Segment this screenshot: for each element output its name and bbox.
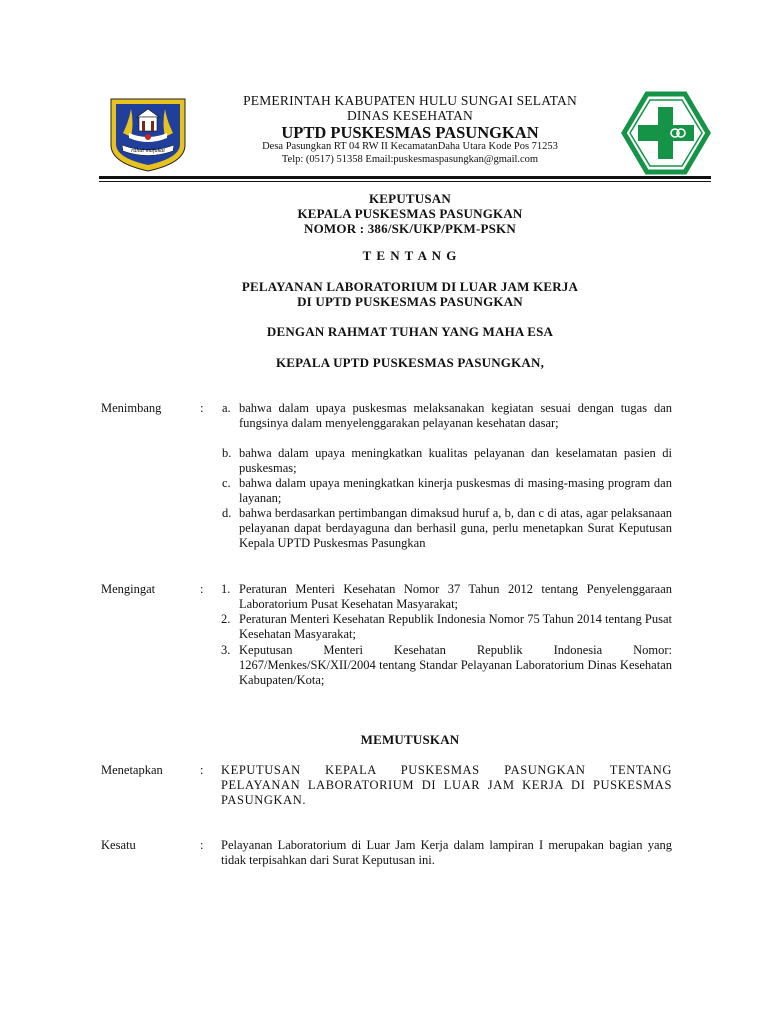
emblem-motto: rahat mufakat [131,148,165,154]
menimbang-item-d: bahwa berdasarkan pertimbangan dimaksud huruf a, b, dan c di atas, agar pelaksanaan pelayanan dapat berdayaguna dan berhasil guna, perlu menetapkan Surat Keputusan Kepala UPTD Puskesmas Pasungkan [239,506,672,550]
institution-title: UPTD PUSKESMAS PASUNGKAN [281,123,539,142]
puskesmas-logo [621,91,711,175]
menimbang-item-b: bahwa dalam upaya meningkatkan kualitas pelayanan dan keselamatan pasien di puskesmas; [239,446,672,475]
memutuskan-heading: MEMUTUSKAN [360,732,460,747]
mengingat-marker-1: 1. [221,582,231,596]
menetapkan-text: KEPUTUSAN KEPALA PUSKESMAS PASUNGKAN TENTANG PELAYANAN LABORATORIUM DI LUAR JAM KERJA DI PUSKESMAS PASUNGKAN. [221,763,672,807]
decree-head: KEPALA UPTD PUSKESMAS PASUNGKAN, [275,355,545,370]
kesatu-colon: : [200,838,204,852]
decree-blessing: DENGAN RAHMAT TUHAN YANG MAHA ESA [266,324,554,339]
mengingat-item-3: Keputusan Menteri Kesehatan Republik Indonesia Nomor: 1267/Menkes/SK/XII/2004 tentang Standar Pelayanan Laboratorium Dinas Kesehatan Kabupaten/Kota; [239,643,672,687]
decree-issuer: KEPALA PUSKESMAS PASUNGKAN [297,206,523,221]
letterhead-rule-thin [99,181,711,182]
decree-about: T E N T A N G [362,248,458,263]
mengingat-marker-2: 2. [221,612,231,626]
letterhead-rule-thick [99,176,711,179]
menetapkan-label: Menetapkan [101,763,163,777]
decree-subject-line2: DI UPTD PUSKESMAS PASUNGKAN [297,294,523,309]
menetapkan-colon: : [200,763,204,777]
menimbang-item-c: bahwa dalam upaya meningkatkan kinerja puskesmas di masing-masing program dan layanan; [239,476,672,505]
mengingat-item-2: Peraturan Menteri Kesehatan Republik Indonesia Nomor 75 Tahun 2014 tentang Pusat Kesehatan Masyarakat; [239,612,672,641]
kesatu-text: Pelayanan Laboratorium di Luar Jam Kerja dalam lampiran I merupakan bagian yang tidak terpisahkan dari Surat Keputusan ini. [221,838,672,867]
decree-type: KEPUTUSAN [369,191,451,206]
mengingat-colon: : [200,582,204,596]
decree-subject-line1: PELAYANAN LABORATORIUM DI LUAR JAM KERJA [241,279,579,294]
mengingat-item-1: Peraturan Menteri Kesehatan Nomor 37 Tahun 2012 tentang Penyelenggaraan Laboratorium Pusat Kesehatan Masyarakat; [239,582,672,611]
menimbang-label: Menimbang [101,401,162,415]
decree-number: NOMOR : 386/SK/UKP/PKM-PSKN [304,221,516,236]
agency-name: DINAS KESEHATAN [346,108,474,123]
menimbang-marker-d: d. [222,506,232,520]
mengingat-marker-3: 3. [221,643,231,657]
government-name: PEMERINTAH KABUPATEN HULU SUNGAI SELATAN [243,93,577,108]
address-line: Desa Pasungkan RT 04 RW II KecamatanDaha Utara Kode Pos 71253 [262,141,558,152]
kesatu-label: Kesatu [101,838,136,852]
menimbang-item-a: bahwa dalam upaya puskesmas melaksanakan kegiatan sesuai dengan tugas dan fungsinya dalam menyelenggarakan pelayanan kesehatan dasar; [239,401,672,430]
contact-line: Telp: (0517) 51358 Email:puskesmaspasungkan@gmail.com [281,154,539,165]
menimbang-colon: : [200,401,204,415]
menimbang-marker-c: c. [222,476,231,490]
menimbang-marker-a: a. [222,401,231,415]
menimbang-marker-b: b. [222,446,232,460]
mengingat-label: Mengingat [101,582,156,596]
